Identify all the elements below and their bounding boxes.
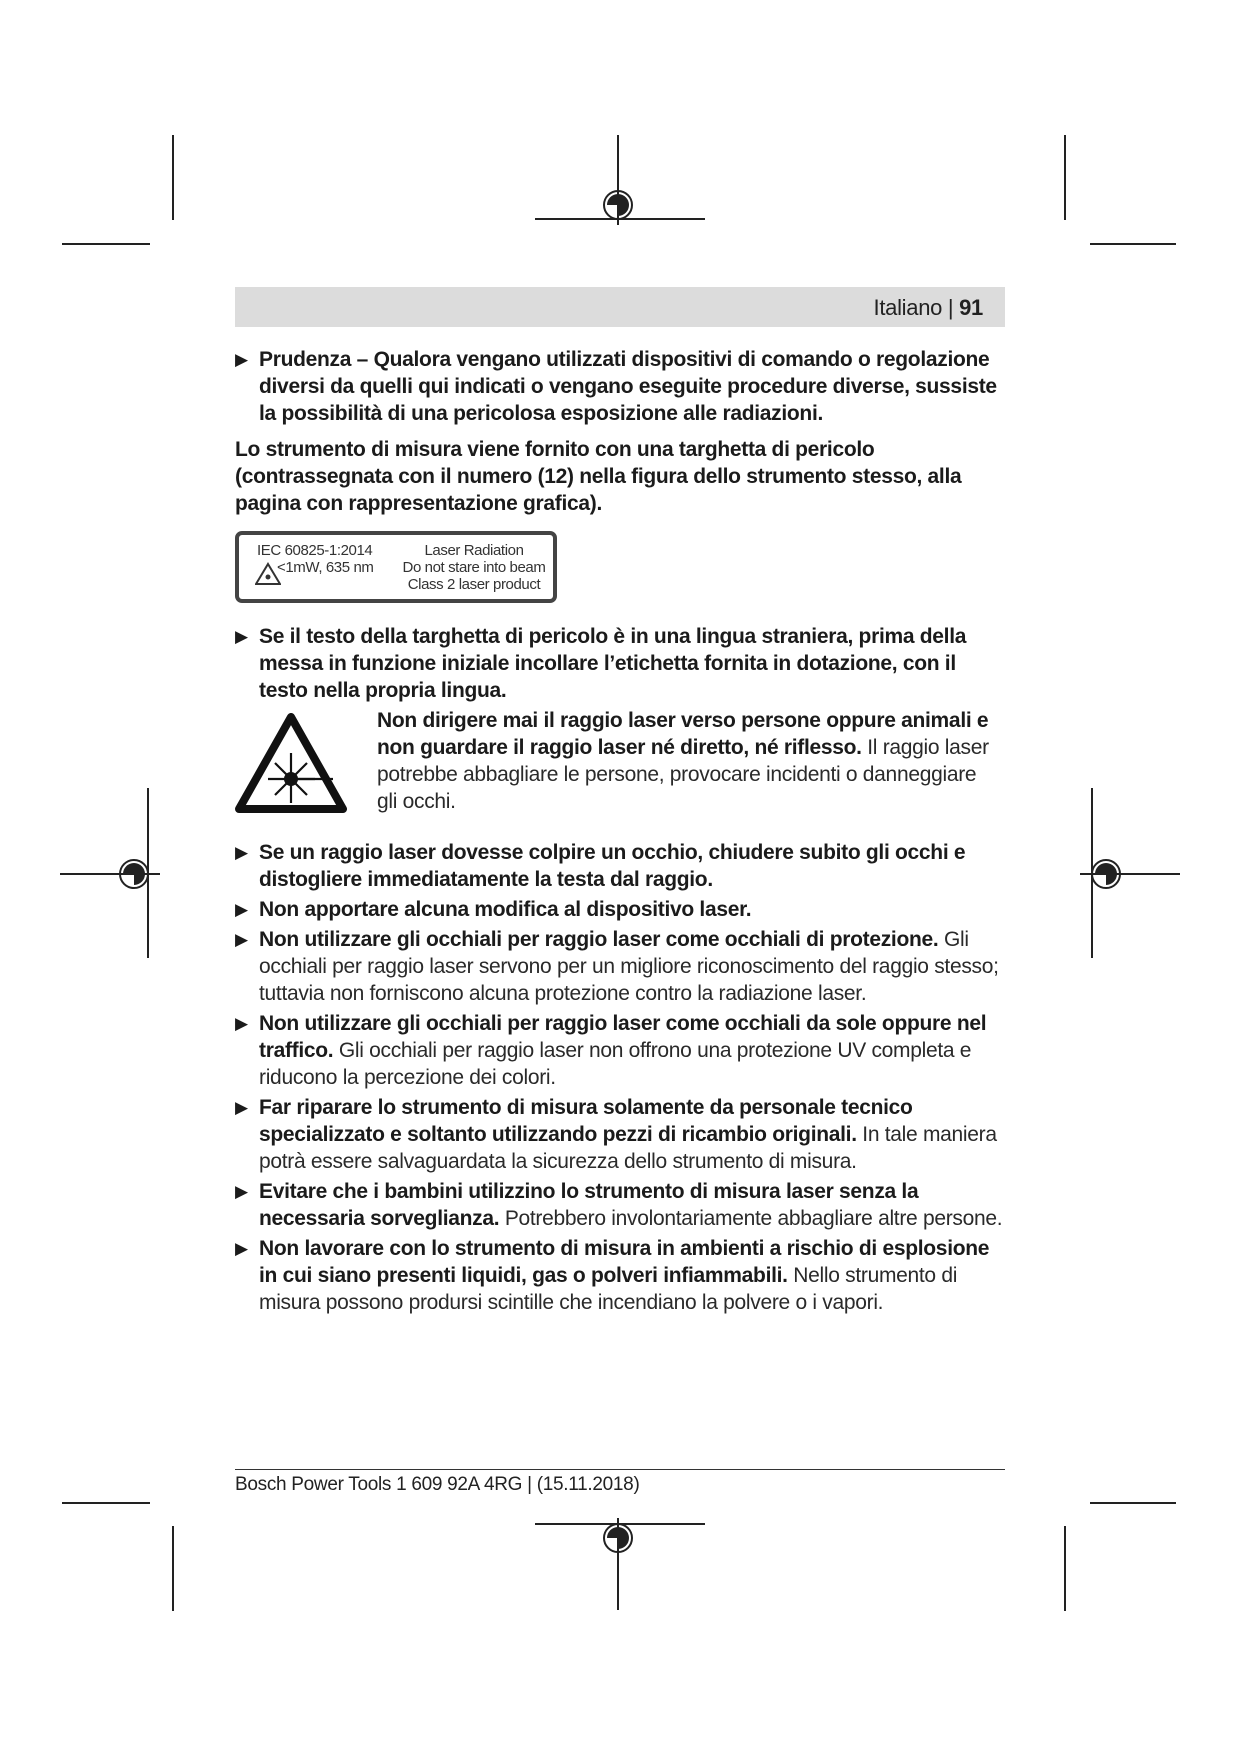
header-language: Italiano (873, 295, 943, 320)
label-left-block (257, 542, 374, 576)
laser-warning-icon (235, 713, 347, 813)
bullet-arrow-icon: ▶ (235, 843, 248, 862)
item-bold-text: Far riparare lo strumento di misura solamente da personale tecnico specializzato e soltanto utilizzando pezzi di ricambio originali. (259, 1096, 913, 1146)
laser-small-warning-icon (255, 562, 281, 586)
label-line1: Laser Radiation (424, 542, 524, 559)
bullet-arrow-icon: ▶ (235, 1182, 248, 1201)
header-text (874, 295, 983, 321)
list-item (235, 1178, 1007, 1232)
page-footer: Bosch Power Tools 1 609 92A 4RG | (15.11.2018) (235, 1474, 640, 1495)
page-number: 91 (959, 295, 983, 320)
bullet-arrow-icon: ▶ (235, 1239, 248, 1258)
intro-paragraph: Lo strumento di misura viene fornito con una targhetta di pericolo (contrassegnata con il numero (12) nella figura dello strumento stesso, alla pagina con rappresentazione grafica). (235, 438, 962, 515)
list-item (235, 1010, 1007, 1091)
warning-bold-text: Non dirigere mai il raggio laser verso persone oppure animali e non guardare il raggio laser né diretto, né riflesso. (377, 709, 989, 759)
list-item (235, 839, 1007, 893)
label-standard: IEC 60825-1:2014 (257, 542, 373, 559)
list-item (235, 926, 1007, 1007)
item-bold-text: Non utilizzare gli occhiali per raggio laser come occhiali di protezione. (259, 928, 939, 951)
item-normal-text: Potrebbero involontariamente abbagliare altre persone. (499, 1207, 1003, 1230)
item-bold-text: Non lavorare con lo strumento di misura in ambienti a rischio di esplosione in cui siano presenti liquidi, gas o polveri infiammabili. (259, 1237, 990, 1287)
label-power: <1mW, 635 nm (277, 559, 374, 576)
registration-mark-bottom-icon (530, 1518, 710, 1610)
warning-text (377, 707, 997, 815)
registration-mark-top-icon (530, 135, 710, 225)
item-bold-text: Non apportare alcuna modifica al dispositivo laser. (259, 898, 752, 921)
item-normal-text: Gli occhiali per raggio laser non offrono una protezione UV completa e riducono la percezione dei colori. (259, 1039, 972, 1089)
bullet-arrow-icon: ▶ (235, 1014, 248, 1033)
item-bold-text: Non utilizzare gli occhiali per raggio laser come occhiali da sole oppure nel traffico. (259, 1012, 987, 1062)
bullet-arrow-icon: ▶ (235, 930, 248, 949)
item-bold-text: Se un raggio laser dovesse colpire un occhio, chiudere subito gli occhi e distogliere immediatamente la testa dal raggio. (259, 841, 966, 891)
list-item (235, 896, 1007, 923)
registration-mark-right-icon (1080, 788, 1180, 958)
registration-mark-left-icon (60, 788, 160, 958)
bullet-arrow-icon: ▶ (235, 350, 248, 369)
list-item (235, 1094, 1007, 1175)
bullet-arrow-icon: ▶ (235, 627, 248, 646)
item-bold-text: Se il testo della targhetta di pericolo è in una lingua straniera, prima della messa in funzione iniziale incollare l’etichetta fornita in dotazione, con il testo nella propria lingua. (259, 625, 967, 702)
list-item (235, 346, 1007, 427)
header-separator: | (947, 295, 954, 320)
laser-warning-label (235, 531, 557, 603)
item-normal-text: In tale maniera potrà essere salvaguardata la sicurezza dello strumento di misura. (259, 1123, 997, 1173)
page-content (235, 346, 1007, 1319)
footer-divider (235, 1469, 1005, 1470)
item-bold-text: Evitare che i bambini utilizzino lo strumento di misura laser senza la necessaria sorveglianza. (259, 1180, 919, 1230)
laser-warning-block (235, 707, 1007, 825)
label-line3: Class 2 laser product (407, 576, 541, 593)
list-item (235, 1235, 1007, 1316)
list-item (235, 623, 1007, 704)
item-normal-text: Nello strumento di misura possono prodursi scintille che incendiano la polvere o i vapori. (259, 1264, 958, 1314)
warning-normal-text: Il raggio laser potrebbe abbagliare le persone, provocare incidenti o danneggiare gli occhi. (377, 736, 989, 813)
label-line2: Do not stare into beam (402, 559, 546, 576)
item-bold-text: Prudenza – Qualora vengano utilizzati dispositivi di comando o regolazione diversi da quelli qui indicati o vengano eseguite procedure diverse, sussiste la possibilità di una pericolosa esposizione alle radiazioni. (259, 348, 997, 425)
page-header (235, 287, 1005, 327)
bullet-arrow-icon: ▶ (235, 900, 248, 919)
item-normal-text: Gli occhiali per raggio laser servono per un migliore riconoscimento del raggio stesso; tuttavia non forniscono alcuna protezione contro la radiazione laser. (259, 928, 999, 1005)
bullet-arrow-icon: ▶ (235, 1098, 248, 1117)
label-right-block (399, 542, 549, 593)
